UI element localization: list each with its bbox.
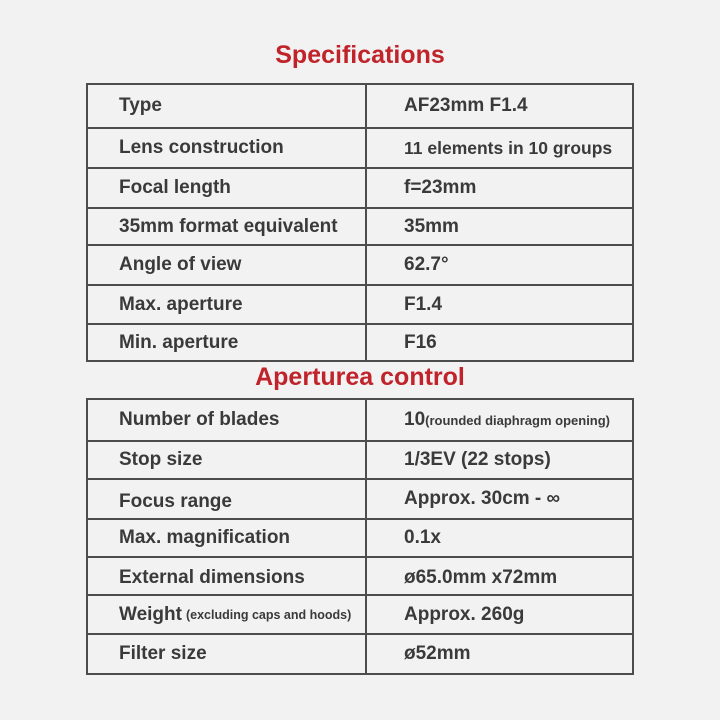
row-value: 62.7°: [404, 254, 449, 275]
table-row: [88, 594, 632, 633]
row-value: Approx. 30cm - ∞: [404, 488, 561, 509]
row-label: 35mm format equivalent: [119, 215, 338, 237]
row-label: Min. aperture: [119, 331, 239, 353]
row-value: ø65.0mm x72mm: [404, 567, 558, 588]
row-value: AF23mm F1.4: [404, 95, 528, 116]
row-value-note: (rounded diaphragm opening): [425, 412, 611, 428]
table-row: [88, 323, 632, 360]
row-label: Type: [119, 95, 162, 116]
row-value: 0.1x: [404, 527, 441, 548]
row-label: Filter size: [119, 643, 207, 664]
row-label: Focal length: [119, 177, 231, 198]
row-value: f=23mm: [404, 177, 477, 198]
specifications-title: Specifications: [275, 41, 445, 69]
row-label: Max. magnification: [119, 527, 291, 548]
table-row: [88, 633, 632, 673]
row-value: 35mm: [404, 215, 459, 237]
table-row: [88, 400, 632, 440]
table-row: [88, 440, 632, 478]
table-row: [88, 284, 632, 323]
table-row: [88, 85, 632, 127]
row-value: 11 elements in 10 groups: [404, 137, 613, 158]
row-label: Max. aperture: [119, 293, 243, 315]
row-value: [404, 400, 610, 440]
row-label: Focus range: [119, 491, 232, 512]
table-row: [88, 127, 632, 167]
table-row: [88, 207, 632, 244]
table-row: [88, 556, 632, 594]
row-label-main: Weight: [119, 603, 182, 625]
aperture-control-table: [86, 398, 634, 675]
row-value-main: 10: [404, 409, 426, 430]
table-row: [88, 244, 632, 284]
row-value: F16: [404, 331, 437, 353]
row-label: Angle of view: [119, 254, 242, 275]
aperture-control-title: Aperturea control: [255, 363, 465, 391]
row-value: 1/3EV (22 stops): [404, 449, 551, 470]
row-value: F1.4: [404, 293, 443, 315]
row-label: Lens construction: [119, 137, 284, 158]
row-value: ø52mm: [404, 643, 471, 664]
row-label: Stop size: [119, 449, 203, 470]
row-label-note: (excluding caps and hoods): [185, 607, 352, 622]
table-row: [88, 518, 632, 556]
row-label: Number of blades: [119, 409, 280, 430]
table-row: [88, 478, 632, 518]
row-label: External dimensions: [119, 567, 305, 588]
table-row: [88, 167, 632, 207]
specifications-table: [86, 83, 634, 362]
row-label: [119, 596, 351, 633]
row-value: Approx. 260g: [404, 603, 525, 625]
